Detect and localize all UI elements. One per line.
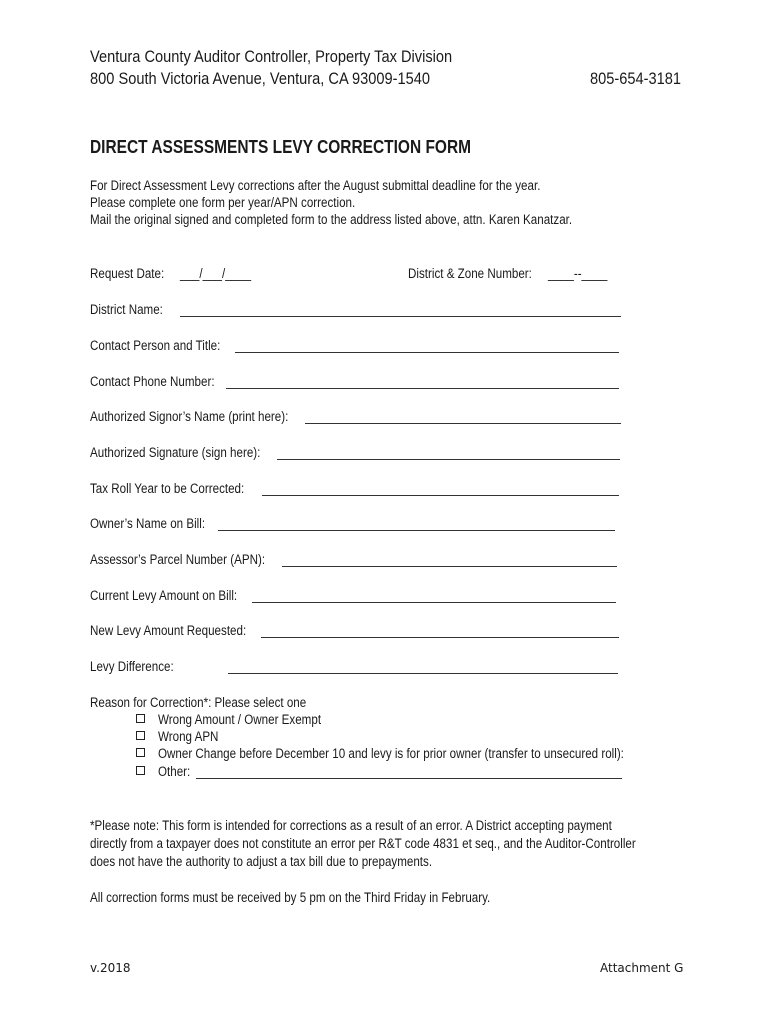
current-levy-field[interactable] (252, 602, 616, 603)
new-levy-field[interactable] (261, 637, 619, 638)
signor-name-field[interactable] (305, 423, 621, 424)
district-zone-label: District & Zone Number: (408, 266, 532, 281)
note-line-1: *Please note: This form is intended for corrections as a result of an error. A District accepting payment (90, 818, 612, 833)
deadline-note: All correction forms must be received by 5 pm on the Third Friday in February. (90, 890, 491, 905)
owner-name-label: Owner’s Name on Bill: (90, 516, 206, 531)
apn-field[interactable] (282, 566, 617, 567)
note-line-3: does not have the authority to adjust a tax bill due to prepayments. (90, 854, 433, 869)
signor-name-label: Authorized Signor’s Name (print here): (90, 409, 289, 424)
checkbox-wrong-apn[interactable] (136, 731, 145, 740)
signature-label: Authorized Signature (sign here): (90, 445, 261, 460)
header-address: 800 South Victoria Avenue, Ventura, CA 93009-1540 (90, 69, 431, 88)
footer-version: v.2018 (90, 961, 131, 975)
current-levy-label: Current Levy Amount on Bill: (90, 588, 238, 603)
note-line-2: directly from a taxpayer does not constitute an error per R&T code 4831 et seq., and the Auditor-Controller (90, 836, 636, 851)
district-name-label: District Name: (90, 302, 163, 317)
owner-name-field[interactable] (218, 530, 615, 531)
request-date-field[interactable]: ___/___/____ (180, 266, 252, 281)
request-date-label: Request Date: (90, 266, 165, 281)
checkbox-wrong-amount[interactable] (136, 714, 145, 723)
district-name-field[interactable] (180, 316, 621, 317)
header-phone: 805-654-3181 (590, 69, 682, 88)
apn-label: Assessor’s Parcel Number (APN): (90, 552, 266, 567)
new-levy-label: New Levy Amount Requested: (90, 623, 247, 638)
reason-label: Reason for Correction*: Please select one (90, 695, 307, 710)
intro-line-3: Mail the original signed and completed form to the address listed above, attn. Karen Kanatzar. (90, 212, 573, 227)
intro-line-2: Please complete one form per year/APN correction. (90, 195, 356, 210)
levy-difference-field[interactable] (228, 673, 618, 674)
form-title: DIRECT ASSESSMENTS LEVY CORRECTION FORM (90, 137, 472, 157)
district-zone-field[interactable]: ____--____ (548, 266, 608, 281)
contact-person-label: Contact Person and Title: (90, 338, 221, 353)
footer-attachment: Attachment G (600, 961, 684, 975)
contact-phone-label: Contact Phone Number: (90, 374, 215, 389)
option-other: Other: (158, 764, 191, 779)
header-org: Ventura County Auditor Controller, Property Tax Division (90, 47, 453, 66)
signature-field[interactable] (277, 459, 620, 460)
contact-person-field[interactable] (235, 352, 619, 353)
option-wrong-apn: Wrong APN (158, 729, 219, 744)
contact-phone-field[interactable] (226, 388, 619, 389)
intro-line-1: For Direct Assessment Levy corrections after the August submittal deadline for the year. (90, 178, 541, 193)
tax-roll-year-field[interactable] (262, 495, 619, 496)
other-reason-field[interactable] (196, 778, 622, 779)
option-wrong-amount: Wrong Amount / Owner Exempt (158, 712, 322, 727)
checkbox-owner-change[interactable] (136, 748, 145, 757)
tax-roll-year-label: Tax Roll Year to be Corrected: (90, 481, 245, 496)
levy-difference-label: Levy Difference: (90, 659, 174, 674)
checkbox-other[interactable] (136, 766, 145, 775)
option-owner-change: Owner Change before December 10 and levy is for prior owner (transfer to unsecured roll): (158, 746, 624, 761)
